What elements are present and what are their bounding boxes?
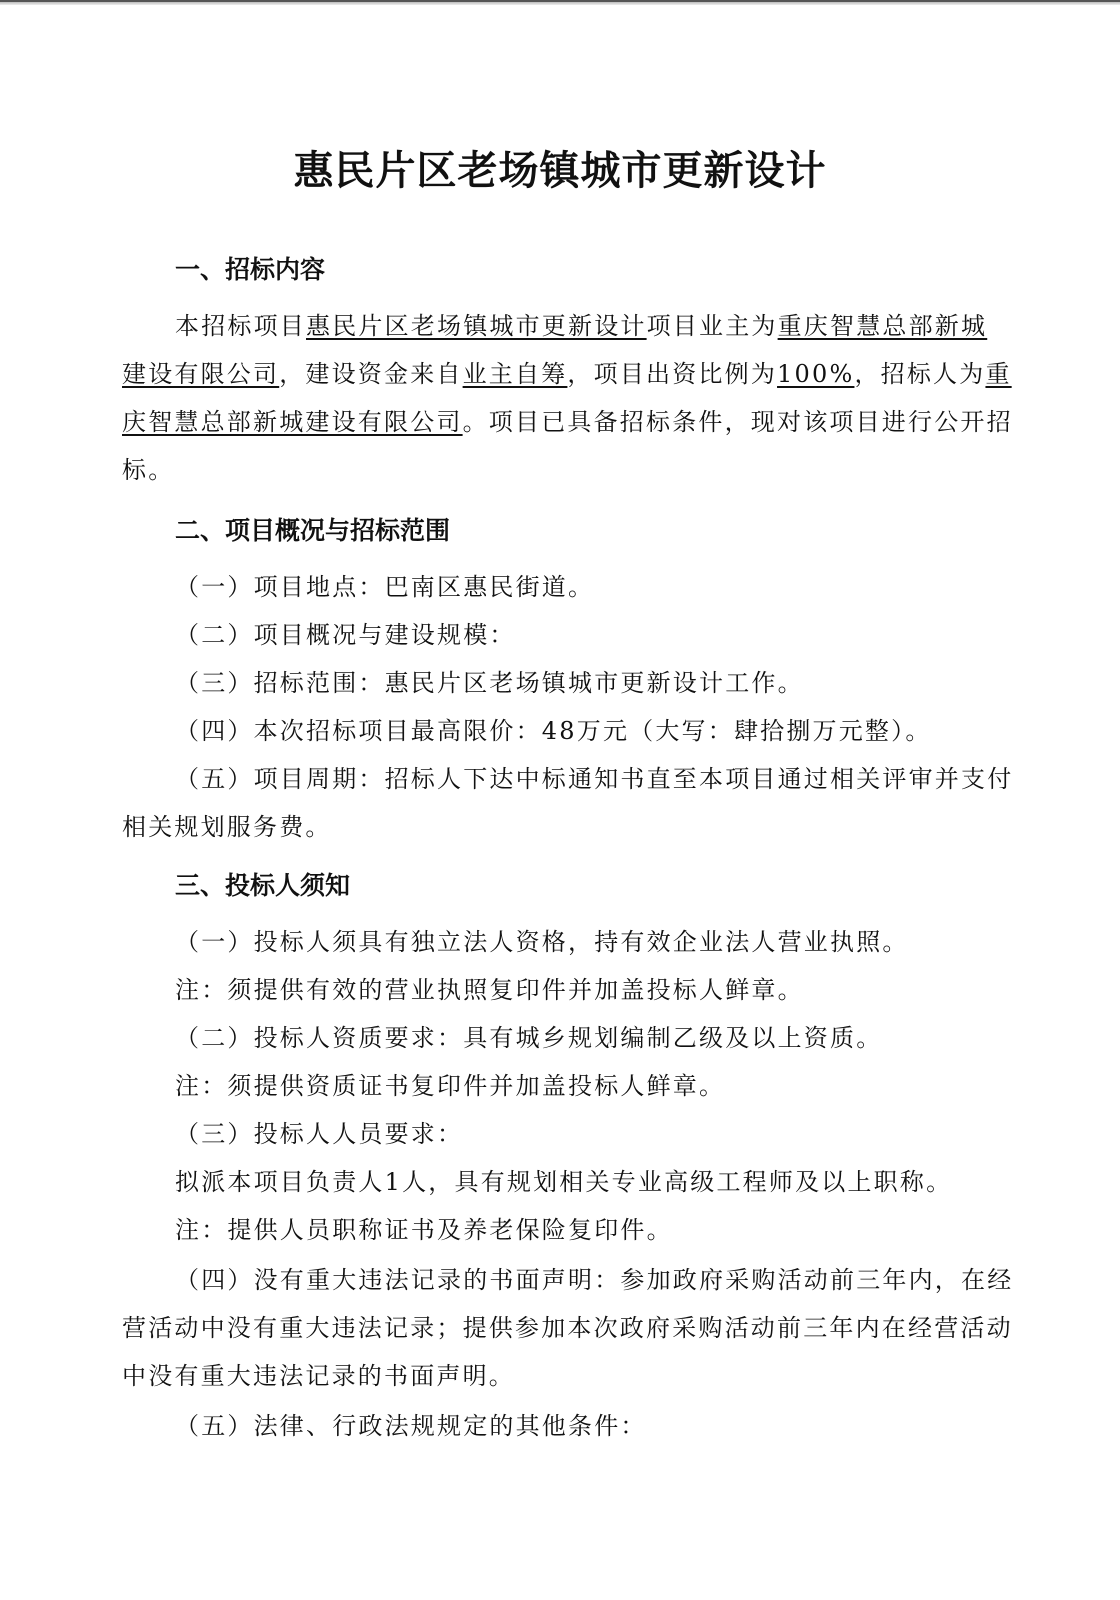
document-title: 惠民片区老场镇城市更新设计 xyxy=(293,148,827,194)
list-item: （一）项目地点：巴南区惠民街道。 xyxy=(175,573,595,601)
list-item: （一）投标人须具有独立法人资格，持有效企业法人营业执照。 xyxy=(175,928,909,956)
tenderer-name-underlined: 重 xyxy=(985,360,1012,388)
section-heading-project-overview: 二、项目概况与招标范围 xyxy=(175,516,451,545)
list-item-continuation: 营活动中没有重大违法记录；提供参加本次政府采购活动前三年内在经营活动 xyxy=(122,1314,1013,1342)
list-item: （二）投标人资质要求：具有城乡规划编制乙级及以上资质。 xyxy=(175,1024,883,1052)
section-heading-bidder-notice: 三、投标人须知 xyxy=(175,871,351,900)
project-name-underlined: 惠民片区老场镇城市更新设计 xyxy=(306,312,647,340)
list-item: （四）没有重大违法记录的书面声明：参加政府采购活动前三年内，在经 xyxy=(175,1266,1014,1294)
paragraph-line xyxy=(122,357,1012,391)
text-run: 项目业主为 xyxy=(646,312,778,340)
tenderer-name-underlined: 庆智慧总部新城建设有限公司 xyxy=(122,408,463,436)
owner-name-underlined: 重庆智慧总部新城 xyxy=(777,312,988,340)
text-run: ，招标人为 xyxy=(854,360,986,388)
text-run: 。项目已具备招标条件，现对该项目进行公开招 xyxy=(462,408,1013,436)
list-item: （五）法律、行政法规规定的其他条件： xyxy=(175,1412,647,1440)
list-item-detail: 拟派本项目负责人1人，具有规划相关专业高级工程师及以上职称。 xyxy=(175,1168,953,1196)
section-heading-bidding-content: 一、招标内容 xyxy=(175,255,326,284)
paragraph-line xyxy=(175,309,987,343)
list-item: （二）项目概况与建设规模： xyxy=(175,621,516,649)
list-item: （三）投标人人员要求： xyxy=(175,1120,464,1148)
list-item: （五）项目周期：招标人下达中标通知书直至本项目通过相关评审并支付 xyxy=(175,765,1014,793)
list-item: （四）本次招标项目最高限价：48万元（大写：肆拾捌万元整）。 xyxy=(175,717,932,745)
text-run: ，项目出资比例为 xyxy=(567,360,778,388)
note-line: 注：须提供有效的营业执照复印件并加盖投标人鲜章。 xyxy=(175,976,804,1004)
list-item: （三）招标范围：惠民片区老场镇城市更新设计工作。 xyxy=(175,669,804,697)
list-item-continuation: 中没有重大违法记录的书面声明。 xyxy=(122,1362,515,1390)
paragraph-line: 标。 xyxy=(122,456,175,484)
funding-source-underlined: 业主自筹 xyxy=(462,360,568,388)
note-line: 注：须提供资质证书复印件并加盖投标人鲜章。 xyxy=(175,1072,726,1100)
text-run: 本招标项目 xyxy=(175,312,306,340)
owner-name-underlined: 建设有限公司 xyxy=(122,360,280,388)
funding-ratio-underlined: 100% xyxy=(777,360,855,388)
list-item-continuation: 相关规划服务费。 xyxy=(122,813,332,841)
note-line: 注：提供人员职称证书及养老保险复印件。 xyxy=(175,1216,673,1244)
paragraph-line xyxy=(122,405,1013,439)
text-run: ，建设资金来自 xyxy=(279,360,463,388)
